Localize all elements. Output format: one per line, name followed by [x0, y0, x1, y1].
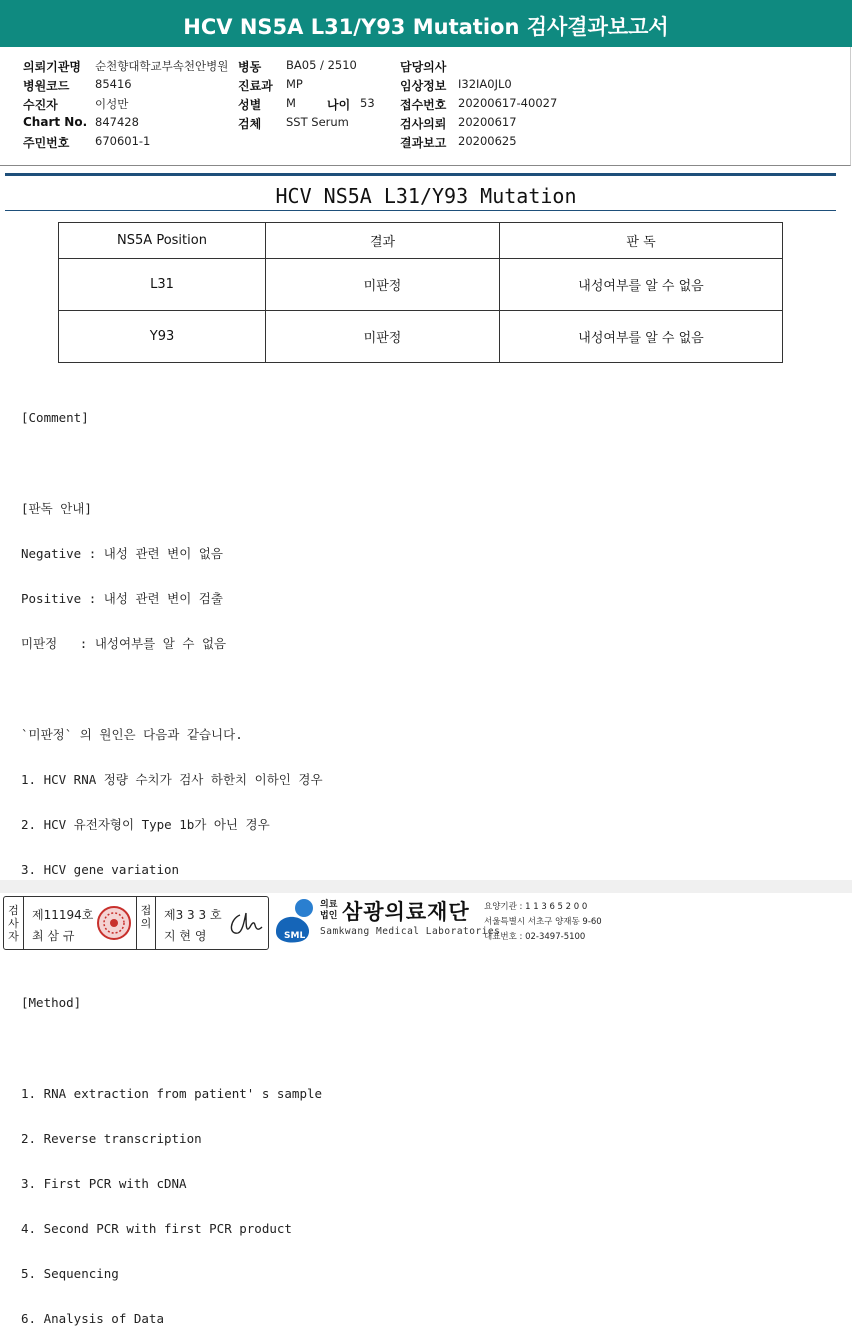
hospital-code-label: 병원코드 [23, 79, 70, 93]
table-row [59, 259, 783, 311]
signature-box [3, 896, 269, 950]
sex-value: M [286, 96, 296, 110]
cell-result: 미판정 [266, 311, 500, 363]
header-interpretation: 판 독 [500, 223, 783, 259]
guide-line: Negative : 내성 관련 변이 없음 [21, 546, 223, 561]
tester-number: 제11194호 [32, 908, 94, 922]
guide-heading: [판독 안내] [21, 501, 92, 516]
comment-heading: [Comment] [21, 410, 89, 425]
header-result: 결과 [266, 223, 500, 259]
section-title: HCV NS5A L31/Y93 Mutation [275, 184, 577, 208]
org-contact [484, 900, 602, 945]
report-date-value: 20200625 [458, 134, 517, 148]
approver-number: 제3 3 3 호 [164, 908, 222, 922]
red-seal-icon [96, 905, 132, 941]
approver-label: 접의 [136, 897, 156, 949]
resident-value: 670601-1 [95, 134, 151, 148]
institution-value: 순천향대학교부속천안병원 [95, 59, 229, 73]
header-position: NS5A Position [59, 223, 266, 259]
cell-interpretation: 내성여부를 알 수 없음 [500, 259, 783, 311]
clinical-value: I32IA0JL0 [458, 77, 512, 91]
patient-value: 이성만 [95, 97, 129, 111]
cell-position: Y93 [59, 311, 266, 363]
method-step: 2. Reverse transcription [21, 1131, 202, 1146]
tester-name: 최 삼 규 [32, 929, 75, 943]
table-row [59, 311, 783, 363]
doctor-label: 담당의사 [400, 60, 447, 74]
hospital-code-value: 85416 [95, 77, 132, 91]
specimen-value: SST Serum [286, 115, 349, 129]
org-type: 의료 법인 [320, 900, 338, 921]
request-label: 검사의뢰 [400, 117, 447, 131]
method-step: 1. RNA extraction from patient' s sample [21, 1086, 323, 1101]
cause-line: 3. HCV gene variation [21, 862, 180, 877]
contact-line: 요양기관 : 1 1 3 6 5 2 0 0 [484, 902, 588, 912]
contact-line: 대표번호 : 02-3497-5100 [484, 932, 586, 942]
ward-label: 병동 [238, 60, 262, 74]
logo-text: SML [284, 931, 306, 941]
chart-label: Chart No. [23, 115, 88, 129]
comment-section [21, 380, 821, 1341]
section-divider-bottom [5, 210, 836, 211]
result-table-header [59, 223, 783, 259]
cell-interpretation: 내성여부를 알 수 없음 [500, 311, 783, 363]
request-value: 20200617 [458, 115, 517, 129]
contact-line: 서울특별시 서초구 양재동 9-60 [484, 917, 602, 927]
cause-line: 1. HCV RNA 정량 수치가 검사 하한치 이하인 경우 [21, 772, 323, 787]
department-value: MP [286, 77, 303, 91]
method-heading: [Method] [21, 995, 82, 1010]
resident-label: 주민번호 [23, 136, 70, 150]
org-english-name: Samkwang Medical Laboratories [320, 926, 501, 937]
institution-label: 의뢰기관명 [23, 60, 81, 74]
report-title-bar [0, 0, 852, 47]
clinical-label: 임상정보 [400, 79, 447, 93]
cell-result: 미판정 [266, 259, 500, 311]
method-step: 3. First PCR with cDNA [21, 1176, 187, 1191]
chart-value: 847428 [95, 115, 139, 129]
cause-intro: `미판정` 의 원인은 다음과 같습니다. [21, 727, 243, 742]
org-name: 삼광의료재단 [342, 900, 470, 924]
method-step: 6. Analysis of Data [21, 1311, 164, 1326]
department-label: 진료과 [238, 79, 273, 93]
cause-line: 2. HCV 유전자형이 Type 1b가 아닌 경우 [21, 817, 270, 832]
method-step: 4. Second PCR with first PCR product [21, 1221, 292, 1236]
method-step: 5. Sequencing [21, 1266, 119, 1281]
receipt-value: 20200617-40027 [458, 96, 558, 110]
section-divider-top [5, 173, 836, 176]
age-value: 53 [360, 96, 375, 110]
patient-info-panel [0, 47, 851, 166]
guide-line: Positive : 내성 관련 변이 검출 [21, 591, 223, 606]
approver-name: 지 현 영 [164, 929, 207, 943]
cell-position: L31 [59, 259, 266, 311]
signature-icon [226, 905, 264, 941]
ward-value: BA05 / 2510 [286, 58, 357, 72]
sex-label: 성별 [238, 98, 262, 112]
tester-label: 검사자 [4, 897, 24, 949]
footer-strip [0, 880, 852, 893]
patient-label: 수진자 [23, 98, 58, 112]
report-title: HCV NS5A L31/Y93 Mutation 검사결과보고서 [183, 15, 669, 39]
specimen-label: 검체 [238, 117, 262, 131]
sml-logo-icon [272, 896, 322, 946]
result-table [58, 222, 783, 363]
guide-line: 미판정 : 내성여부를 알 수 없음 [21, 636, 227, 651]
age-label: 나이 [327, 98, 351, 112]
receipt-label: 접수번호 [400, 98, 447, 112]
report-date-label: 결과보고 [400, 136, 447, 150]
